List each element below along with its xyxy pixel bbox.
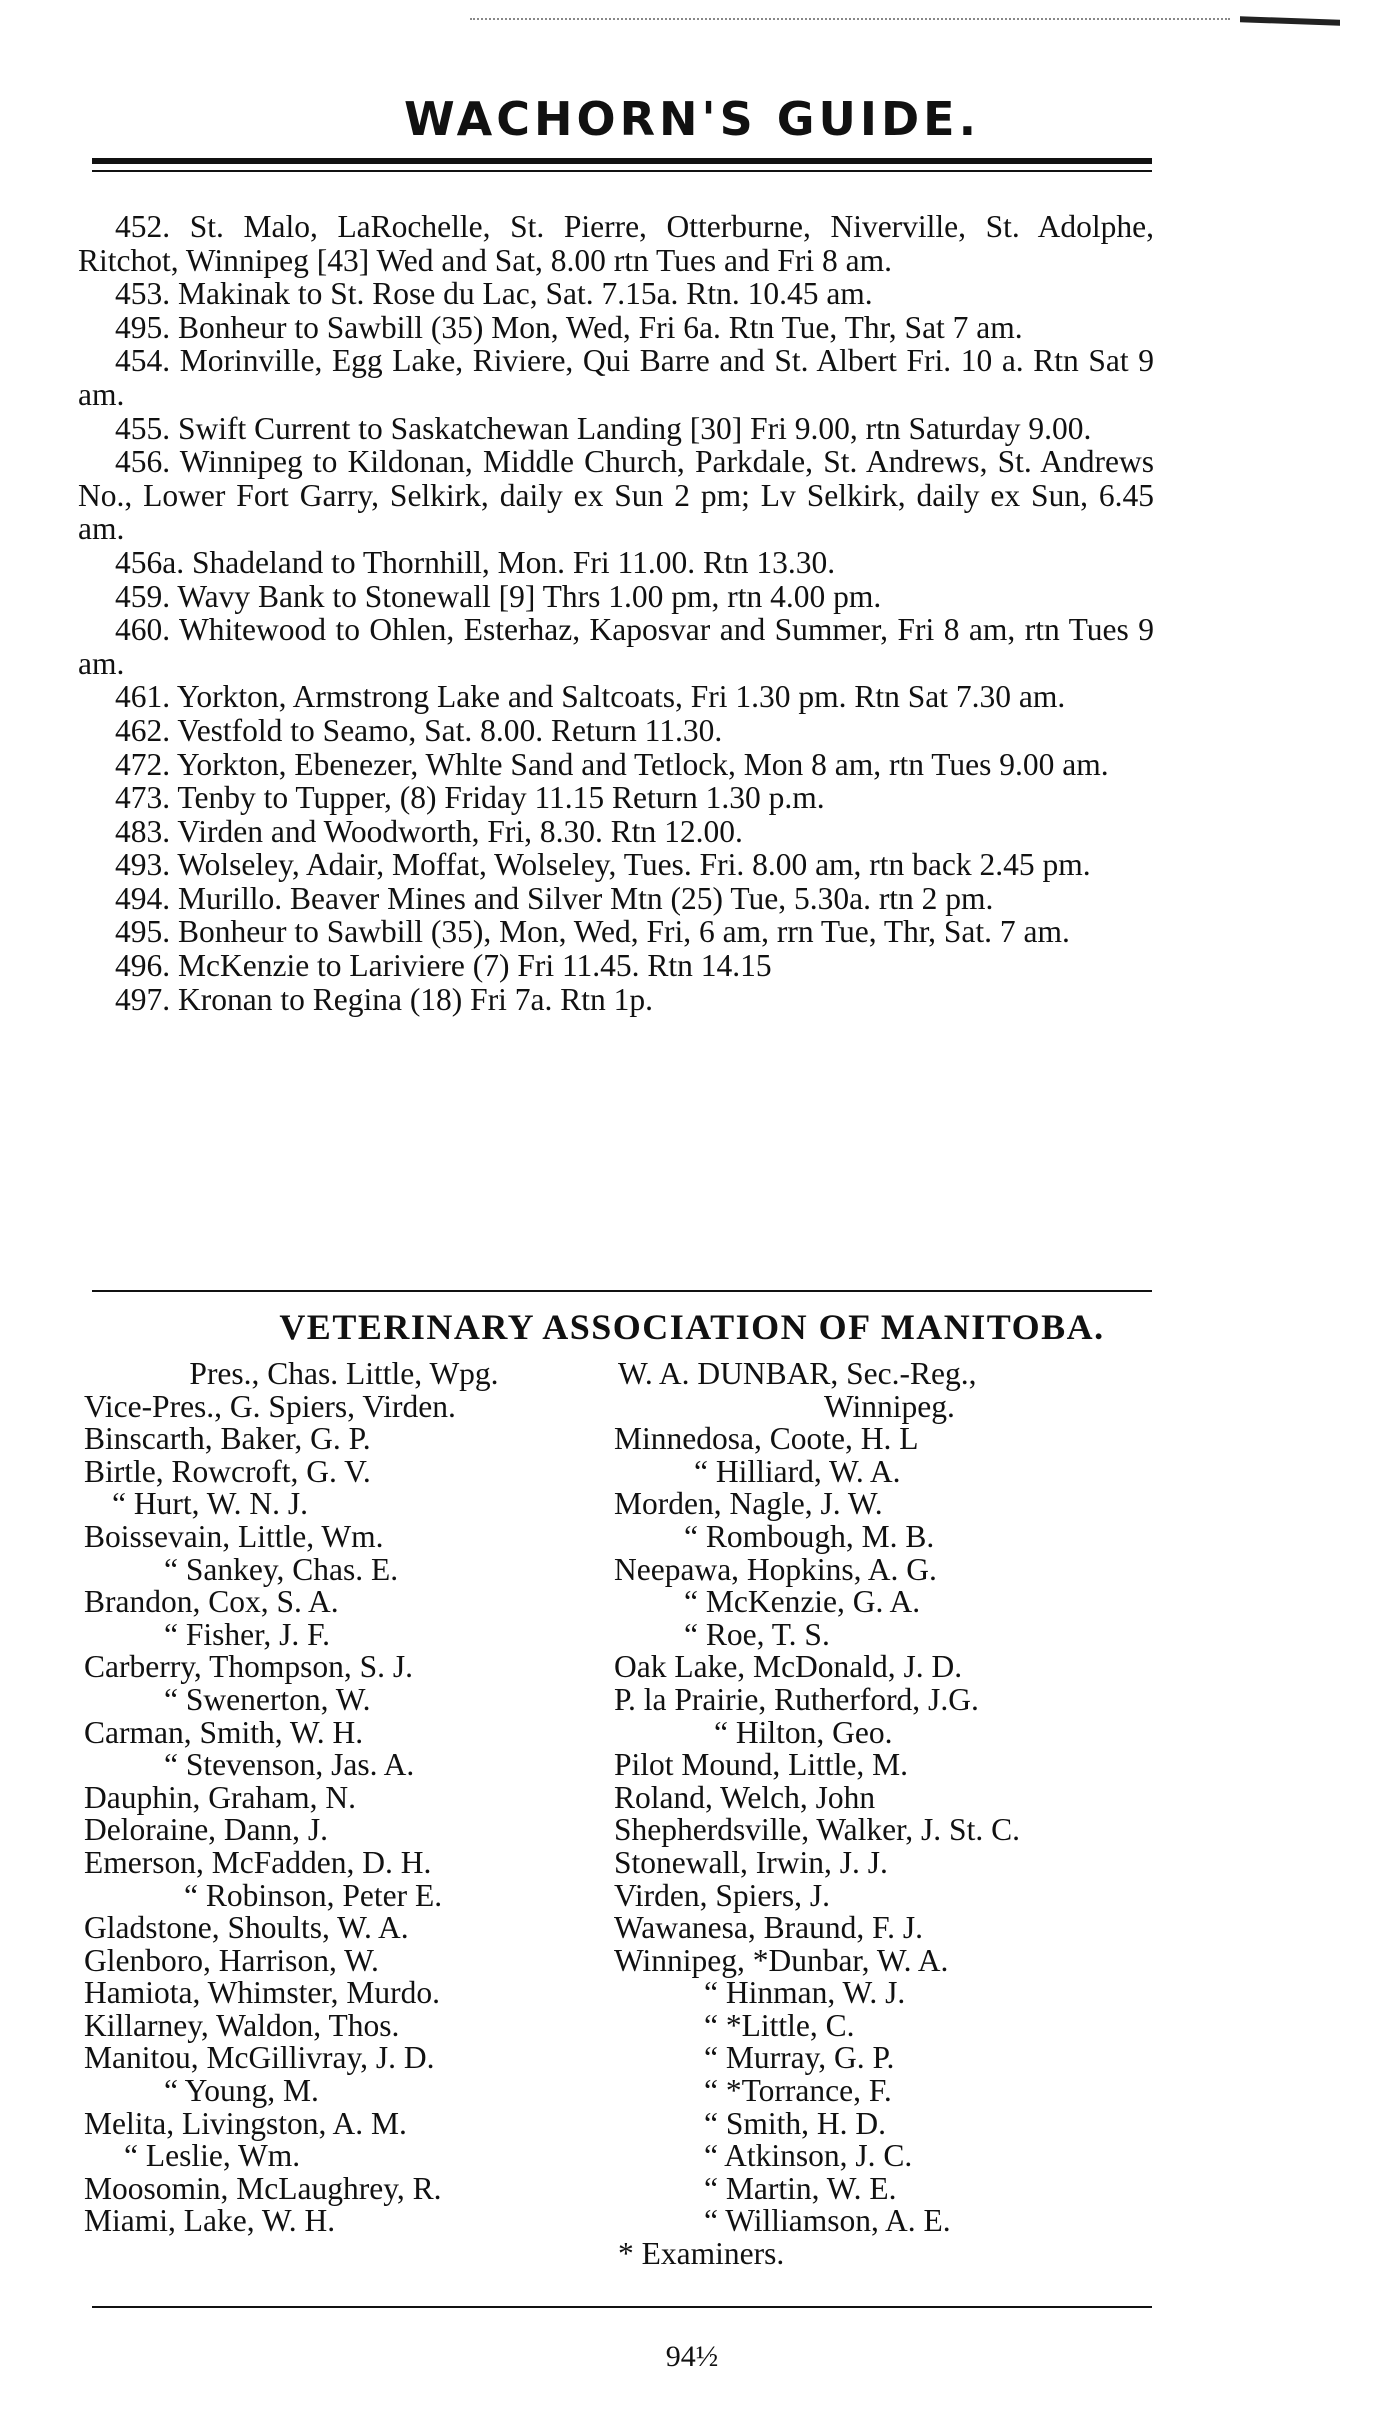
member-entry: “ Hilliard, W. A. bbox=[694, 1453, 901, 1489]
member-entry: “ *Little, C. bbox=[704, 2007, 855, 2043]
member-entry: Shepherdsville, Walker, J. St. C. bbox=[614, 1812, 1020, 1848]
route-entry: 495. Bonheur to Sawbill (35) Mon, Wed, Fri 6a. Rtn Tue, Thr, Sat 7 am. bbox=[115, 309, 1023, 345]
route-entry: 493. Wolseley, Adair, Moffat, Wolseley, Tues. Fri. 8.00 am, rtn back 2.45 pm. bbox=[115, 847, 1091, 883]
member-entry: Carberry, Thompson, S. J. bbox=[84, 1649, 413, 1685]
association-title: VETERINARY ASSOCIATION OF MANITOBA. bbox=[279, 1307, 1105, 1347]
member-entry: Pilot Mound, Little, M. bbox=[614, 1747, 909, 1783]
route-entry: 496. McKenzie to Lariviere (7) Fri 11.45. Rtn 14.15 bbox=[115, 948, 772, 984]
member-entry: P. la Prairie, Rutherford, J.G. bbox=[614, 1681, 979, 1717]
member-entry: Moosomin, McLaughrey, R. bbox=[84, 2170, 442, 2206]
member-entry: Neepawa, Hopkins, A. G. bbox=[614, 1551, 937, 1587]
member-entry: Roland, Welch, John bbox=[614, 1779, 876, 1815]
route-entry: 494. Murillo. Beaver Mines and Silver Mtn (25) Tue, 5.30a. rtn 2 pm. bbox=[115, 880, 994, 916]
member-entry: “ Fisher, J. F. bbox=[164, 1616, 330, 1652]
route-entry: 483. Virden and Woodworth, Fri, 8.30. Rtn 12.00. bbox=[115, 813, 743, 849]
member-entry: Minnedosa, Coote, H. L bbox=[614, 1421, 919, 1457]
member-entry: Oak Lake, McDonald, J. D. bbox=[614, 1649, 963, 1685]
member-entry: Morden, Nagle, J. W. bbox=[614, 1486, 883, 1522]
member-entry: Pres., Chas. Little, Wpg. bbox=[189, 1356, 499, 1391]
member-entry: “ Hinman, W. J. bbox=[704, 1975, 906, 2011]
member-entry: Manitou, McGillivray, J. D. bbox=[84, 2040, 435, 2076]
member-list-right bbox=[614, 1358, 1174, 2271]
secretary-city: Winnipeg. bbox=[824, 1388, 955, 1424]
member-entry: “ Hilton, Geo. bbox=[714, 1714, 893, 1750]
member-entry: “ Stevenson, Jas. A. bbox=[164, 1747, 415, 1783]
member-entry: “ Smith, H. D. bbox=[704, 2105, 887, 2141]
route-entry: 473. Tenby to Tupper, (8) Friday 11.15 Return 1.30 p.m. bbox=[115, 780, 825, 816]
scan-artifact-top bbox=[470, 8, 1230, 20]
member-entry: Hamiota, Whimster, Murdo. bbox=[84, 1975, 440, 2011]
footer-rule bbox=[92, 2306, 1152, 2308]
member-entry: Emerson, McFadden, D. H. bbox=[84, 1844, 432, 1880]
route-list bbox=[78, 210, 1154, 1016]
member-entry: “ Swenerton, W. bbox=[164, 1681, 371, 1717]
member-entry: Wawanesa, Braund, F. J. bbox=[614, 1910, 924, 1946]
route-entry: 452. St. Malo, LaRochelle, St. Pierre, Otterburne, Niverville, St. Adolphe, Ritchot, Winnipeg [43] Wed and Sat, 8.00 rtn Tues and Fri 8 am. bbox=[78, 209, 1154, 278]
route-entry: 455. Swift Current to Saskatchewan Landing [30] Fri 9.00, rtn Saturday 9.00. bbox=[115, 410, 1092, 446]
title-rule-thin bbox=[92, 170, 1152, 172]
route-entry: 495. Bonheur to Sawbill (35), Mon, Wed, Fri, 6 am, rrn Tue, Thr, Sat. 7 am. bbox=[115, 914, 1070, 950]
member-entry: Glenboro, Harrison, W. bbox=[84, 1942, 379, 1978]
member-entry: Gladstone, Shoults, W. A. bbox=[84, 1910, 409, 1946]
title-rule-thick bbox=[92, 158, 1152, 164]
page-title: WACHORN'S GUIDE. bbox=[403, 92, 981, 146]
route-entry: 497. Kronan to Regina (18) Fri 7a. Rtn 1p. bbox=[115, 981, 654, 1017]
route-entry: 456a. Shadeland to Thornhill, Mon. Fri 11.00. Rtn 13.30. bbox=[115, 544, 836, 580]
member-entry: “ McKenzie, G. A. bbox=[684, 1584, 921, 1620]
route-entry: 459. Wavy Bank to Stonewall [9] Thrs 1.00 pm, rtn 4.00 pm. bbox=[115, 578, 882, 614]
secretary-entry: W. A. DUNBAR, Sec.-Reg., bbox=[618, 1356, 977, 1391]
route-entry: 462. Vestfold to Seamo, Sat. 8.00. Return 11.30. bbox=[115, 712, 723, 748]
scan-artifact-corner bbox=[1240, 2, 1340, 25]
member-entry: “ Williamson, A. E. bbox=[704, 2203, 951, 2239]
route-entry: 456. Winnipeg to Kildonan, Middle Church, Parkdale, St. Andrews, St. Andrews No., Lower Fort Garry, Selkirk, daily ex Sun 2 pm; Lv Selkirk, daily ex Sun, 6.45 am. bbox=[78, 444, 1154, 547]
member-entry: Miami, Lake, W. H. bbox=[84, 2203, 336, 2239]
member-entry: “ Rombough, M. B. bbox=[684, 1518, 935, 1554]
section-rule bbox=[92, 1290, 1152, 1292]
route-entry: 453. Makinak to St. Rose du Lac, Sat. 7.15a. Rtn. 10.45 am. bbox=[115, 276, 873, 312]
member-entry: Virden, Spiers, J. bbox=[614, 1877, 830, 1913]
member-entry: “ Martin, W. E. bbox=[704, 2170, 897, 2206]
member-entry: Stonewall, Irwin, J. J. bbox=[614, 1844, 888, 1880]
route-entry: 472. Yorkton, Ebenezer, Whlte Sand and Tetlock, Mon 8 am, rtn Tues 9.00 am. bbox=[115, 746, 1109, 782]
member-entry: “ Sankey, Chas. E. bbox=[164, 1551, 399, 1587]
member-entry: “ Atkinson, J. C. bbox=[704, 2138, 913, 2174]
member-entry: “ *Torrance, F. bbox=[704, 2073, 892, 2109]
member-entry: Deloraine, Dann, J. bbox=[84, 1812, 329, 1848]
member-entry: Boissevain, Little, Wm. bbox=[84, 1518, 384, 1554]
route-entry: 460. Whitewood to Ohlen, Esterhaz, Kaposvar and Summer, Fri 8 am, rtn Tues 9 am. bbox=[78, 612, 1154, 681]
member-entry: Birtle, Rowcroft, G. V. bbox=[84, 1453, 371, 1489]
member-entry: Dauphin, Graham, N. bbox=[84, 1779, 357, 1815]
member-entry: Winnipeg, *Dunbar, W. A. bbox=[614, 1942, 949, 1978]
route-entry: 454. Morinville, Egg Lake, Riviere, Qui Barre and St. Albert Fri. 10 a. Rtn Sat 9 am. bbox=[78, 343, 1154, 412]
member-entry: “ Young, M. bbox=[164, 2073, 319, 2109]
member-entry: Killarney, Waldon, Thos. bbox=[84, 2007, 400, 2043]
member-entry: Binscarth, Baker, G. P. bbox=[84, 1421, 371, 1457]
member-entry: “ Roe, T. S. bbox=[684, 1616, 830, 1652]
member-entry: Carman, Smith, W. H. bbox=[84, 1714, 364, 1750]
member-entry: “ Robinson, Peter E. bbox=[184, 1877, 443, 1913]
member-entry: Vice-Pres., G. Spiers, Virden. bbox=[84, 1388, 456, 1424]
examiners-note: * Examiners. bbox=[618, 2236, 785, 2272]
member-entry: “ Hurt, W. N. J. bbox=[112, 1486, 308, 1522]
member-entry: “ Leslie, Wm. bbox=[124, 2138, 301, 2174]
route-entry: 461. Yorkton, Armstrong Lake and Saltcoats, Fri 1.30 pm. Rtn Sat 7.30 am. bbox=[115, 679, 1066, 715]
page-number: 94½ bbox=[665, 2340, 719, 2373]
member-entry: Melita, Livingston, A. M. bbox=[84, 2105, 407, 2141]
member-entry: Brandon, Cox, S. A. bbox=[84, 1584, 339, 1620]
member-entry: “ Murray, G. P. bbox=[704, 2040, 895, 2076]
member-list-left bbox=[84, 1358, 604, 2238]
